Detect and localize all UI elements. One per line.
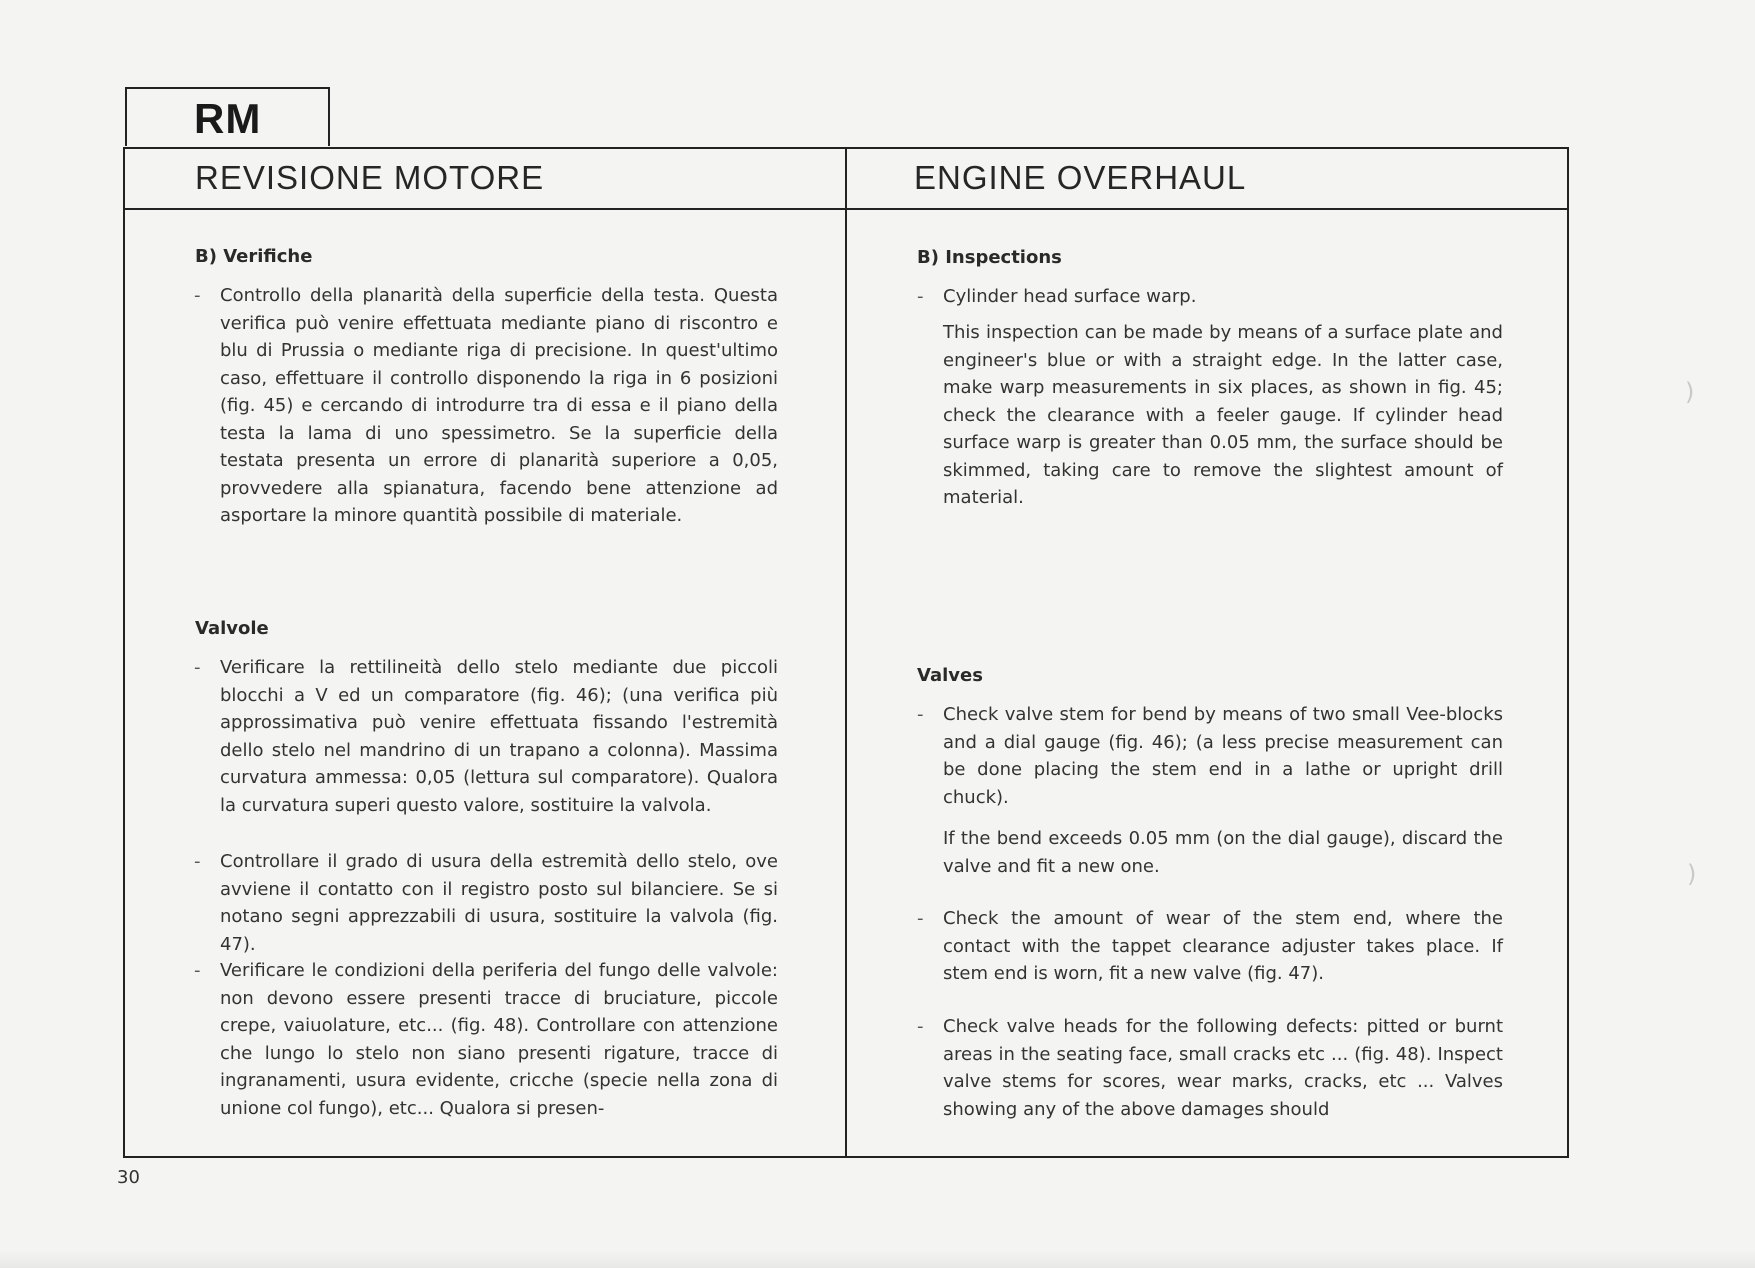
italian-section-b-title: B) Verifiche <box>195 246 313 267</box>
bullet-dash: - <box>917 286 924 307</box>
page-number: 30 <box>117 1167 140 1188</box>
content-frame <box>123 147 1569 1158</box>
bullet-dash: - <box>194 960 201 981</box>
bullet-dash: - <box>194 851 201 872</box>
english-head-item-text: Cylinder head surface warp. <box>943 286 1197 307</box>
bullet-dash: - <box>917 908 924 929</box>
english-head-text: This inspection can be made by means of a surface plate and engineer's blue or with a straight edge. In the latter case, make warp measurements in six places, as shown in fig. 45; check the clearance with a feeler gauge. If cylinder head surface warp is greater than 0.05 mm, the surface should be skimmed, taking care to remove the slightest amount of material. <box>943 322 1503 508</box>
english-valves-item <box>917 701 1503 811</box>
bullet-dash: - <box>917 1016 924 1037</box>
english-valves-title: Valves <box>917 665 983 686</box>
english-column <box>847 149 1569 1156</box>
italian-valves-item <box>194 957 778 1122</box>
binding-hole-mark: ) <box>1687 860 1697 888</box>
italian-valves-item-text: Verificare la rettilineità dello stelo mediante due piccoli blocchi a V ed un comparatore (fig. 46); (una verifica più approssimativa può venire effettuata fissando l'estremità dello stelo nel mandrino di un trapano a colonna). Massima curvatura ammessa: 0,05 (lettura sul comparatore). Qualora la curvatura superi questo valore, sostituire la valvola. <box>220 657 778 816</box>
bullet-dash: - <box>194 285 201 306</box>
english-valves-item <box>917 1013 1503 1123</box>
heading-italian: REVISIONE MOTORE <box>195 159 545 196</box>
section-tab <box>125 87 330 146</box>
italian-valves-item <box>194 848 778 958</box>
italian-valves-item <box>194 654 778 819</box>
english-valves-item-text: Check the amount of wear of the stem end, where the contact with the tappet clearance adjuster takes place. If stem end is worn, fit a new valve (fig. 47). <box>943 908 1503 984</box>
english-head-item <box>917 283 1503 311</box>
italian-valves-title: Valvole <box>195 618 269 639</box>
italian-valves-item-text: Verificare le condizioni della periferia del fungo delle valvole: non devono essere presenti tracce di bruciature, piccole crepe, vaiuolature, etc... (fig. 48). Controllare con attenzione che lungo lo stelo non siano presenti rigature, tracce di ingranamenti, usura evidente, cricche (specie nella zona di unione col fungo), etc... Qualora si presen- <box>220 960 778 1119</box>
italian-valves-item-text: Controllare il grado di usura della estremità dello stelo, ove avviene il contatto con il registro posto sul bilanciere. Se si notano segni apprezzabili di usura, sostituire la valvola (fig. 47). <box>220 851 778 955</box>
english-valves-item <box>917 905 1503 988</box>
bullet-dash: - <box>194 657 201 678</box>
english-valves-item-continued: If the bend exceeds 0.05 mm (on the dial gauge), discard the valve and fit a new one. <box>943 828 1503 877</box>
english-valves-item-text: Check valve heads for the following defects: pitted or burnt areas in the seating face, small cracks etc ... (fig. 48). Inspect valve stems for scores, wear marks, cracks, etc ... Valves showing any of the above damages should <box>943 1016 1503 1120</box>
italian-column <box>125 149 845 1156</box>
section-tab-label: RM <box>194 95 262 142</box>
italian-head-check <box>194 282 778 530</box>
italian-head-check-text: Controllo della planarità della superficie della testa. Questa verifica può venire effettuata mediante piano di riscontro e blu di Prussia o mediante riga di precisione. In quest'ultimo caso, effettuare il controllo disponendo la riga in 6 posizioni (fig. 45) e cercando di introdurre tra di essa e il piano della testa la lama di uno spessimetro. Se la superficie della testata presenta un errore di planarità superiore a 0,05, provvedere alla spianatura, facendo bene attenzione ad asportare la minore quantità possibile di materiale. <box>220 285 778 526</box>
heading-english: ENGINE OVERHAUL <box>914 159 1247 196</box>
binding-hole-mark: ) <box>1685 378 1695 406</box>
english-valves-item-text: Check valve stem for bend by means of two small Vee-blocks and a dial gauge (fig. 46); (a less precise measurement can be done placing the stem end in a lathe or upright drill chuck). <box>943 704 1503 808</box>
bullet-dash: - <box>917 704 924 725</box>
english-section-b-title: B) Inspections <box>917 247 1062 268</box>
page-edge-shadow <box>0 1250 1755 1268</box>
